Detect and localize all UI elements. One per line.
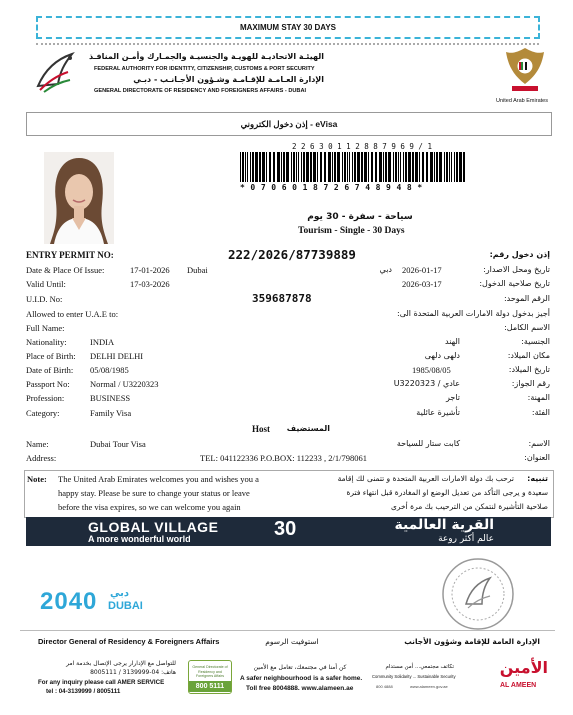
official-stamp-icon (440, 556, 516, 632)
uae-emblem-icon (502, 44, 548, 94)
barcode-bar (337, 152, 340, 182)
place-of-birth-label: Place of Birth: (26, 351, 76, 361)
barcode-bar (395, 152, 397, 182)
gdrfa-service-number: 800 5111 (189, 681, 231, 692)
passport-label: Passport No: (26, 379, 70, 389)
barcode-bar (383, 152, 384, 182)
barcode-bar (379, 152, 382, 182)
barcode-bar (293, 152, 295, 182)
gdrfa-service-label: General Directorate of Residency and Foreigners Affairs (192, 665, 228, 678)
gv-anniversary: 30 (274, 518, 297, 540)
barcode (240, 152, 468, 182)
barcode-bar (310, 152, 312, 182)
barcode-bar (451, 152, 452, 182)
uid-number: 359687878 (252, 292, 312, 305)
host-address-value: TEL: 041122336 P.O.BOX: 112233 , 2/1/798061 (200, 453, 368, 463)
barcode-bar (419, 152, 420, 182)
barcode-bar (371, 152, 373, 182)
barcode-bar (269, 152, 271, 182)
full-name-label-ar: الاسم الكامل: (504, 323, 550, 332)
host-heading: Host (252, 424, 270, 434)
barcode-bar (388, 152, 391, 182)
dob-value: 05/08/1985 (90, 365, 129, 375)
barcode-bar (349, 152, 350, 182)
barcode-bar (459, 152, 462, 182)
barcode-bar (361, 152, 363, 182)
barcode-bar (352, 152, 353, 182)
issue-date-ar: 2026-01-17 (402, 265, 442, 275)
contact-ar-1: للتواصل مع الإدارار يرجى الإتصال بخدمة امر (66, 660, 176, 667)
directorate-title-ar: الإدارة العامة للإقامة وشؤون الأجانب (404, 637, 540, 646)
visa-type-en: Tourism - Single - 30 Days (298, 226, 405, 236)
category-value: Family Visa (90, 408, 132, 418)
nationality-label-ar: الجنسية: (521, 337, 550, 346)
barcode-bar (454, 152, 455, 182)
dob-value-ar: 1985/08/05 (412, 365, 451, 375)
host-address-label: Address: (26, 453, 57, 463)
alameen-phone: 800 4888 (376, 684, 393, 689)
authority-name-en: FEDERAL AUTHORITY FOR IDENTITY, CITIZENSHIP, CUSTOMS & PORT SECURITY (94, 66, 315, 72)
directorate-name-en: GENERAL DIRECTORATE OF RESIDENCY AND FOREIGNERS AFFAIRS - DUBAI (94, 88, 307, 94)
barcode-bar (393, 152, 394, 182)
category-value-ar: تأشيرة عائلية (416, 408, 460, 417)
passport-label-ar: رقم الجواز: (511, 379, 550, 388)
nationality-value: INDIA (90, 337, 115, 347)
uid-label: U.I.D. No: (26, 294, 63, 304)
barcode-bar (375, 152, 377, 182)
emblem-caption: United Arab Emirates (496, 98, 548, 104)
barcode-bar (398, 152, 399, 182)
place-of-birth-value: DELHI DELHI (90, 351, 144, 361)
ameen-en-1: A safer neighbourhood is a safer home. (240, 675, 363, 682)
note-label-ar: تنبيه: (527, 474, 548, 483)
profession-label: Profession: (26, 393, 65, 403)
valid-until-date: 17-03-2026 (130, 279, 170, 289)
dob-label: Date of Birth: (26, 365, 74, 375)
contact-en-1: For any inquiry please call AMER SERVICE (38, 679, 165, 686)
community-ar: تكاتف مجتمعي... أمن مستدام (385, 664, 454, 670)
alameen-logo-en: AL AMEEN (500, 682, 537, 689)
issue-label-ar: تاريخ ومحل الاصدار: (483, 265, 550, 274)
barcode-bar (245, 152, 246, 182)
community-en: Community Solidarity ... Sustainable Security (372, 674, 456, 679)
authority-name-ar: الهيئـة الاتحاديـة للهويـة والجنسيـة والجمـارك وأمـن المنافـذ (88, 52, 324, 61)
category-label: Category: (26, 408, 60, 418)
note-ar-line-2: سعيدة و يرجى التأكد من تعديل الوضع او المغادرة قبل انتهاء فترة (346, 488, 548, 497)
barcode-bar (434, 152, 435, 182)
issue-date: 17-01-2026 (130, 265, 170, 275)
barcode-bar (444, 152, 445, 182)
note-line-1: The United Arab Emirates welcomes you and wishes you a (58, 474, 259, 484)
barcode-bar (426, 152, 428, 182)
barcode-top-number: 2 2 6 3 0 1 1 2 8 8 7 9 6 9 / 1 (292, 142, 432, 151)
barcode-bar (405, 152, 407, 182)
barcode-bar (252, 152, 254, 182)
host-heading-ar: المستضيف (286, 424, 330, 433)
barcode-bar (250, 152, 251, 182)
barcode-bar (324, 152, 326, 182)
barcode-bar (364, 152, 367, 182)
place-of-birth-label-ar: مكان الميلاد: (507, 351, 550, 360)
barcode-bar (286, 152, 289, 182)
passport-value: Normal / U3220323 (90, 379, 159, 389)
barcode-bar (415, 152, 418, 182)
barcode-bar (347, 152, 348, 182)
barcode-bar (259, 152, 261, 182)
note-ar-line-3: صلاحية التأشيرة لنتمكن من الترحيب بك مرة أخرى (391, 502, 548, 511)
barcode-bar (291, 152, 292, 182)
barcode-bar (357, 152, 360, 182)
entry-permit-label: ENTRY PERMIT NO: (26, 250, 114, 260)
barcode-bar (436, 152, 438, 182)
fees-paid-label: استوفيت الرسوم (265, 637, 319, 646)
directorate-name-ar: الإدارة العـامـة للإقـامـة وشـؤون الأجـانـب - دبـي (133, 75, 324, 84)
allowed-label: Allowed to enter U.A.E to: (26, 309, 119, 319)
barcode-bar (439, 152, 442, 182)
gv-subtitle: A more wonderful world (88, 534, 191, 544)
host-name-value-ar: كابت ستار للسياحة (396, 439, 460, 448)
host-name-label: Name: (26, 439, 49, 449)
barcode-bar (332, 152, 333, 182)
entry-permit-label-ar: إذن دخول رقم: (489, 250, 550, 259)
barcode-bar (456, 152, 458, 182)
barcode-bar (240, 152, 241, 182)
gv-title-ar: القرية العالمية (394, 517, 494, 533)
barcode-bottom-number: * 0 7 0 6 0 1 8 7 2 6 7 4 8 9 4 8 * (240, 183, 423, 192)
passport-value-ar: عادي / U3220323 (393, 379, 460, 388)
alameen-web: www.alameen.gov.ae (410, 684, 448, 689)
dubai-2040-en: DUBAI (108, 600, 143, 612)
barcode-bar (408, 152, 411, 182)
barcode-bar (317, 152, 318, 182)
barcode-bar (247, 152, 248, 182)
applicant-photo (44, 152, 114, 244)
director-general-title: Director General of Residency & Foreigners Affairs (38, 637, 220, 646)
barcode-bar (385, 152, 387, 182)
full-name-label: Full Name: (26, 323, 65, 333)
ameen-ar: كن أمنا في مجتمعك، تعامل مع الأمين (253, 664, 347, 671)
evisa-title: إذن دخول الكتروني - eVisa (26, 112, 552, 136)
barcode-bar (446, 152, 448, 182)
barcode-bar (344, 152, 346, 182)
issue-label: Date & Place Of Issue: (26, 265, 105, 275)
issue-place-ar: دبي (379, 265, 392, 274)
barcode-bar (430, 152, 433, 182)
barcode-bar (328, 152, 331, 182)
allowed-label-ar: أجيز بدخول دولة الامارات العربية المتحدة الى: (397, 309, 550, 318)
barcode-bar (303, 152, 305, 182)
entry-permit-number: 222/2026/87739889 (228, 247, 356, 262)
barcode-bar (368, 152, 369, 182)
barcode-bar (306, 152, 309, 182)
barcode-bar (334, 152, 336, 182)
barcode-bar (403, 152, 404, 182)
barcode-bar (273, 152, 275, 182)
contact-ar-2: هاتف: 04-3139999 / 8005111 (90, 669, 176, 676)
barcode-bar (400, 152, 401, 182)
uid-label-ar: الرقم الموحد: (503, 294, 550, 303)
signature-divider (20, 630, 555, 631)
profession-value: BUSINESS (90, 393, 131, 403)
visa-type-ar: سياحة - سفرة - 30 يوم (307, 212, 413, 222)
barcode-bar (412, 152, 414, 182)
profession-label-ar: المهنة: (527, 393, 550, 402)
valid-until-label: Valid Until: (26, 279, 66, 289)
gdrfa-service-logo (188, 660, 232, 694)
banner-divider (36, 43, 539, 45)
barcode-bar (296, 152, 297, 182)
host-name-label-ar: الاسم: (528, 439, 550, 448)
falcon-logo-icon (30, 46, 82, 98)
barcode-bar (242, 152, 244, 182)
barcode-bar (313, 152, 316, 182)
dob-label-ar: تاريخ الميلاد: (508, 365, 550, 374)
global-village-banner (26, 517, 551, 546)
barcode-bar (463, 152, 465, 182)
gv-subtitle-ar: عالم أكثر روعة (438, 534, 494, 544)
valid-until-label-ar: تاريخ صلاحية الدخول: (479, 279, 550, 288)
dubai-2040-logo: 2040 (40, 588, 98, 615)
barcode-bar (283, 152, 285, 182)
barcode-bar (266, 152, 267, 182)
nationality-value-ar: الهند (445, 337, 460, 346)
barcode-bar (342, 152, 343, 182)
barcode-bar (422, 152, 424, 182)
host-address-label-ar: العنوان: (524, 453, 550, 462)
note-label: Note: (27, 474, 47, 484)
barcode-bar (255, 152, 258, 182)
barcode-bar (277, 152, 280, 182)
ameen-en-2: Toll free 8004888. www.alameen.ae (246, 685, 354, 692)
note-line-3: before the visa expires, so we can welcome you again (58, 502, 241, 512)
contact-en-2: tel : 04-3139999 / 8005111 (46, 688, 121, 695)
barcode-bar (298, 152, 299, 182)
alameen-logo-ar: الأمين (499, 658, 548, 677)
nationality-label: Nationality: (26, 337, 67, 347)
note-ar-line-1: ترحب بك دولة الامارات العربية المتحدة و تتمنى لك إقامة (337, 474, 514, 483)
max-stay-banner: MAXIMUM STAY 30 DAYS (36, 16, 540, 39)
barcode-bar (320, 152, 322, 182)
gv-title: GLOBAL VILLAGE (88, 519, 219, 535)
note-line-2: happy stay. Please be sure to change your status or leave (58, 488, 250, 498)
barcode-bar (354, 152, 356, 182)
valid-until-date-ar: 2026-03-17 (402, 279, 442, 289)
host-name-value: Dubai Tour Visa (90, 439, 146, 449)
profession-value-ar: تاجر (445, 393, 460, 402)
barcode-bar (449, 152, 450, 182)
issue-place: Dubai (187, 265, 208, 275)
category-label-ar: الفئة: (531, 408, 550, 417)
place-of-birth-value-ar: دلهى دلهى (424, 351, 460, 360)
barcode-bar (262, 152, 265, 182)
barcode-bar (281, 152, 282, 182)
barcode-bar (301, 152, 302, 182)
dubai-2040-ar: دبي (110, 588, 130, 599)
